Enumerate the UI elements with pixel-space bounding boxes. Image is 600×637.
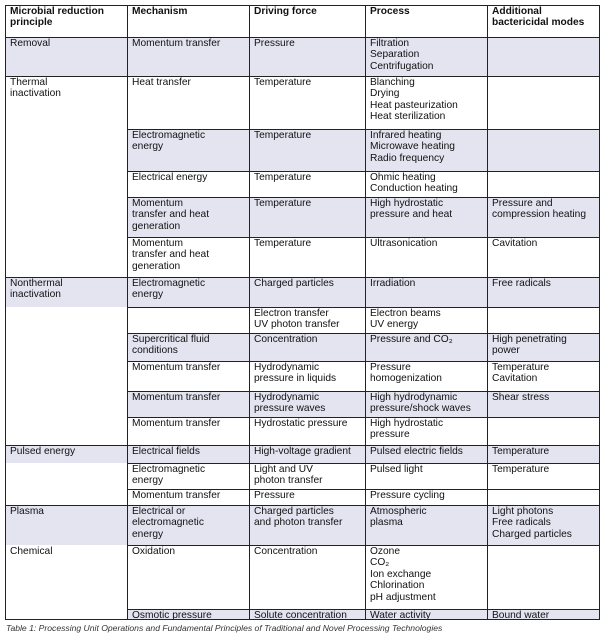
row-divider — [5, 505, 599, 506]
table-cell-additional-modes: Pressure and compression heating — [487, 197, 599, 237]
column-divider — [365, 5, 366, 620]
table-cell-principle — [5, 391, 127, 417]
header-process: Process — [370, 6, 410, 17]
table-cell-additional-modes: Bound water — [487, 609, 599, 619]
table-cell-process: High hydrostatic pressure and heat — [365, 197, 487, 237]
table-cell-driving-force: Hydrodynamic pressure in liquids — [254, 362, 337, 385]
table-cell-mechanism: Momentum transfer — [132, 362, 221, 373]
table-cell-principle: Thermal inactivation — [10, 77, 61, 100]
column-divider — [5, 5, 6, 620]
column-divider — [487, 5, 488, 620]
table-cell-principle — [5, 417, 127, 445]
table-cell-additional-modes — [487, 417, 599, 445]
table-cell-driving-force: Hydrostatic pressure — [254, 418, 348, 429]
header-driving-force: Driving force — [254, 6, 317, 17]
table-cell-principle: Removal — [5, 37, 127, 76]
row-divider — [127, 129, 599, 130]
table-cell-mechanism: Oxidation — [132, 546, 176, 557]
table-cell-mechanism: Electromagnetic energy — [127, 129, 249, 171]
row-divider — [127, 609, 599, 610]
table-cell-driving-force: Temperature — [254, 238, 312, 249]
table-cell-driving-force: Hydrodynamic pressure waves — [249, 391, 365, 417]
table-cell-principle — [5, 333, 127, 361]
row-divider — [127, 463, 599, 464]
table-cell-mechanism: Momentum transfer — [132, 418, 221, 429]
table-cell-driving-force: Charged particles — [249, 277, 365, 307]
table-cell-additional-modes: Temperature — [492, 464, 550, 475]
table-cell-process: High hydrostatic pressure — [370, 418, 444, 441]
table-cell-principle — [5, 129, 127, 171]
table-cell-driving-force: Electron transfer UV photon transfer — [254, 308, 340, 331]
row-divider — [5, 619, 599, 620]
row-divider — [127, 237, 599, 238]
table-cell-driving-force: Concentration — [249, 333, 365, 361]
row-divider — [5, 277, 599, 278]
table-cell-driving-force: Temperature — [249, 197, 365, 237]
table-cell-process: Ultrasonication — [370, 238, 438, 249]
table-cell-principle — [5, 489, 127, 505]
table-cell-driving-force: High-voltage gradient — [249, 445, 365, 463]
header-mechanism: Mechanism — [132, 6, 188, 17]
table-cell-mechanism: Momentum transfer — [127, 391, 249, 417]
table-cell-mechanism: Supercritical fluid conditions — [127, 333, 249, 361]
table-cell-mechanism: Momentum transfer and heat generation — [127, 197, 249, 237]
table-cell-driving-force: Temperature — [254, 77, 312, 88]
row-divider — [127, 171, 599, 172]
column-divider — [127, 5, 128, 620]
table-cell-mechanism: Electrical fields — [127, 445, 249, 463]
table-cell-principle — [5, 609, 127, 619]
table-cell-principle: Nonthermal inactivation — [5, 277, 127, 307]
row-divider — [127, 417, 599, 418]
table-cell-process: Blanching Drying Heat pasteurization Heat sterilization — [370, 77, 458, 123]
table-caption: Table 1: Processing Unit Operations and Fundamental Principles of Traditional and Novel Processing Technologies — [6, 623, 443, 633]
table-cell-driving-force: Charged particles and photon transfer — [249, 505, 365, 545]
table-cell-mechanism: Electromagnetic energy — [132, 464, 206, 487]
table-cell-additional-modes — [487, 76, 599, 129]
table-cell-driving-force: Pressure — [249, 37, 365, 76]
table-cell-additional-modes: Cavitation — [492, 238, 538, 249]
table-cell-process: Irradiation — [365, 277, 487, 307]
table-cell-process: Infrared heating Microwave heating Radio frequency — [365, 129, 487, 171]
table-cell-mechanism: Osmotic pressure — [127, 609, 249, 619]
table-cell-principle: Chemical — [10, 546, 53, 557]
row-divider — [127, 361, 599, 362]
table-cell-additional-modes: High penetrating power — [487, 333, 599, 361]
row-divider — [127, 489, 599, 490]
row-divider — [5, 37, 599, 38]
table-cell-process: High hydrodynamic pressure/shock waves — [365, 391, 487, 417]
table-cell-mechanism: Momentum transfer — [132, 490, 221, 501]
table-cell-additional-modes — [487, 171, 599, 197]
table-cell-driving-force: Concentration — [254, 546, 318, 557]
table-cell-principle — [5, 171, 127, 197]
table-cell-additional-modes: Temperature Cavitation — [492, 362, 550, 385]
table-cell-mechanism: Electrical or electromagnetic energy — [127, 505, 249, 545]
table-cell-mechanism: Momentum transfer and heat generation — [132, 238, 210, 272]
table-cell-process: Pulsed light — [370, 464, 423, 475]
table-cell-additional-modes: Light photons Free radicals Charged particles — [487, 505, 599, 545]
table-cell-driving-force: Pressure — [254, 490, 295, 501]
table-cell-process: Atmospheric plasma — [365, 505, 487, 545]
row-divider — [127, 307, 599, 308]
table-cell-mechanism: Heat transfer — [132, 77, 191, 88]
table-cell-process: Pressure homogenization — [370, 362, 442, 385]
row-divider — [127, 391, 599, 392]
table-cell-mechanism: Electromagnetic energy — [127, 277, 249, 307]
table-cell-process: Water activity — [365, 609, 487, 619]
row-divider — [127, 545, 599, 546]
table-cell-principle — [5, 237, 127, 277]
table-cell-process: Electron beams UV energy — [370, 308, 441, 331]
table-cell-process: Filtration Separation Centrifugation — [365, 37, 487, 76]
table-cell-process: Ohmic heating Conduction heating — [370, 172, 458, 195]
table-cell-additional-modes — [487, 489, 599, 505]
table-cell-additional-modes: Shear stress — [487, 391, 599, 417]
table-cell-process: Pulsed electric fields — [365, 445, 487, 463]
header-additional-modes: Additional bactericidal modes — [492, 6, 585, 29]
table-cell-mechanism — [127, 307, 249, 333]
table-cell-process: Ozone CO₂ Ion exchange Chlorination pH adjustment — [370, 546, 436, 603]
row-divider — [5, 445, 599, 446]
table-cell-driving-force: Temperature — [249, 129, 365, 171]
table-cell-principle: Plasma — [5, 505, 127, 545]
table-cell-additional-modes: Temperature — [487, 445, 599, 463]
row-divider — [127, 333, 599, 334]
row-divider — [5, 5, 599, 6]
table-cell-driving-force: Light and UV photon transfer — [254, 464, 323, 487]
processing-technologies-table — [5, 5, 599, 619]
table-cell-principle — [5, 307, 127, 333]
table-cell-additional-modes — [487, 37, 599, 76]
table-cell-additional-modes — [487, 129, 599, 171]
row-divider — [127, 197, 599, 198]
table-cell-process: Pressure cycling — [370, 490, 445, 501]
table-cell-additional-modes — [487, 545, 599, 609]
table-cell-additional-modes: Free radicals — [487, 277, 599, 307]
table-cell-principle — [5, 463, 127, 489]
table-cell-mechanism: Momentum transfer — [127, 37, 249, 76]
table-cell-driving-force: Solute concentration — [249, 609, 365, 619]
header-principle: Microbial reduction principle — [10, 6, 104, 29]
table-cell-mechanism: Electrical energy — [132, 172, 208, 183]
row-divider — [5, 76, 599, 77]
table-cell-driving-force: Temperature — [254, 172, 312, 183]
table-cell-principle — [5, 361, 127, 391]
column-divider — [249, 5, 250, 620]
table-cell-principle — [5, 197, 127, 237]
table-cell-additional-modes — [487, 307, 599, 333]
table-cell-principle: Pulsed energy — [5, 445, 127, 463]
table-cell-process: Pressure and CO₂ — [365, 333, 487, 361]
